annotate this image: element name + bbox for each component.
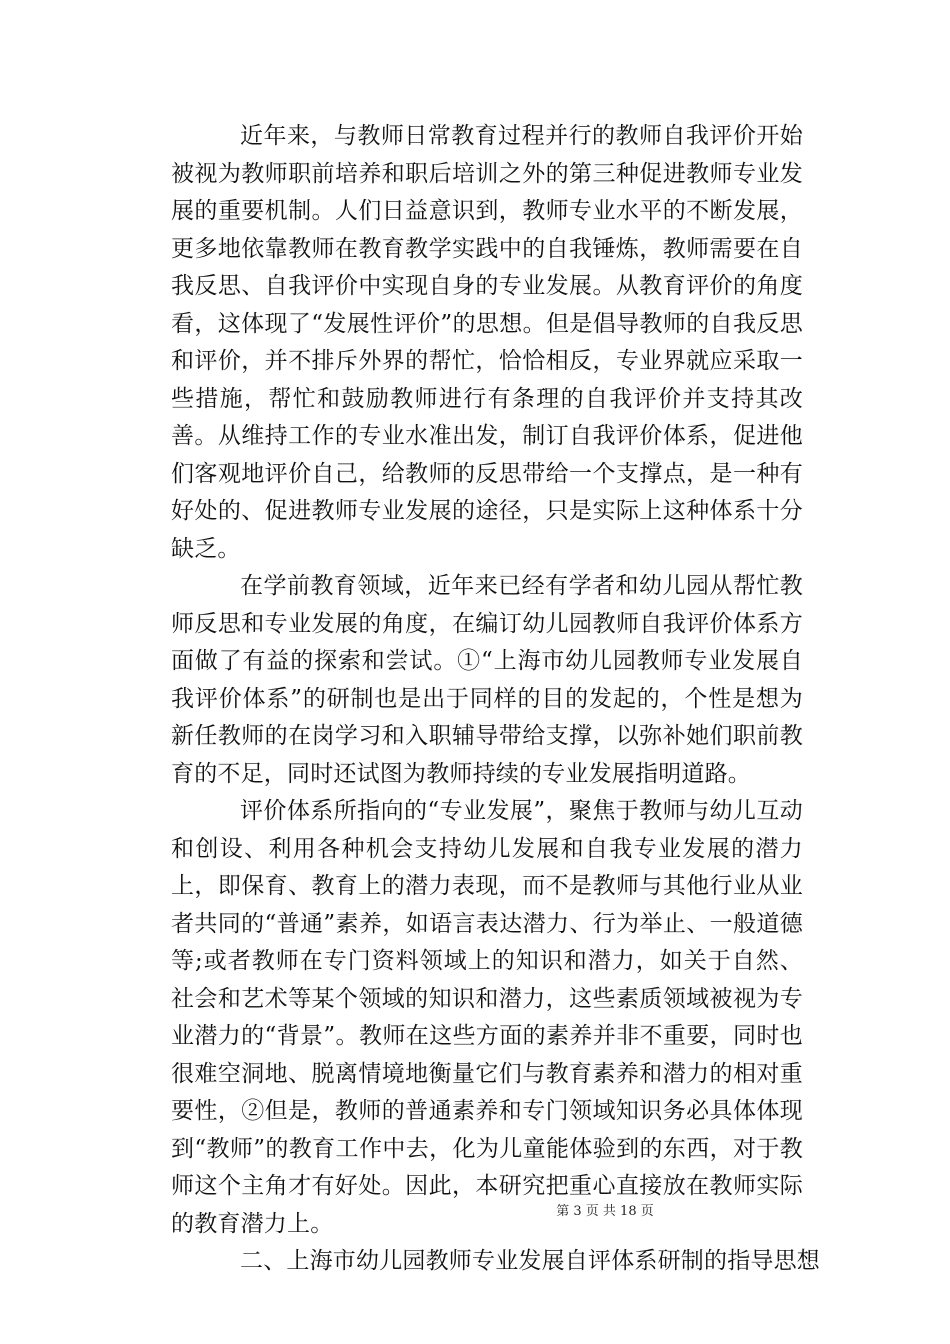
paragraph-3: 评价体系所指向的“专业发展”，聚焦于教师与幼儿互动和创设、利用各种机会支持幼儿发展和自我专业发展的潜力上，即保育、教育上的潜力表现，而不是教师与其他行业从业者共同的“普通”素养，如语言表达潜力、行为举止、一般道德等;或者教师在专门资料领域上的知识和潜力，如关于自然、社会和艺术等某个领域的知识和潜力，这些素质领域被视为专业潜力的“背景”。教师在这些方面的素养并非不重要，同时也很难空洞地、脱离情境地衡量它们与教育素养和潜力的相对重要性，②但是，教师的普通素养和专门领域知识务必具体体现到“教师”的教育工作中去，化为儿童能体验到的东西，对于教师这个主角才有好处。因此，本研究把重心直接放在教师实际的教育潜力上。	[171, 798, 803, 1237]
paragraph-2: 在学前教育领域，近年来已经有学者和幼儿园从帮忙教师反思和专业发展的角度，在编订幼儿园教师自我评价体系方面做了有益的探索和尝试。①“上海市幼儿园教师专业发展自我评价体系”的研制也是出于同样的目的发起的，个性是想为新任教师的在岗学习和入职辅导带给支撑，以弥补她们职前教育的不足，同时还试图为教师持续的专业发展指明道路。	[171, 573, 803, 787]
page-footer: 第 3 页 共 18 页	[556, 1204, 654, 1219]
paragraph-1: 近年来，与教师日常教育过程并行的教师自我评价开始被视为教师职前培养和职后培训之外的第三种促进教师专业发展的重要机制。人们日益意识到，教师专业水平的不断发展，更多地依靠教师在教育教学实践中的自我锤炼，教师需要在自我反思、自我评价中实现自身的专业发展。从教育评价的角度看，这体现了“发展性评价”的思想。但是倡导教师的自我反思和评价，并不排斥外界的帮忙，恰恰相反，专业界就应采取一些措施，帮忙和鼓励教师进行有条理的自我评价并支持其改善。从维持工作的专业水准出发，制订自我评价体系，促进他们客观地评价自己，给教师的反思带给一个支撑点，是一种有好处的、促进教师专业发展的途径，只是实际上这种体系十分缺乏。	[171, 123, 803, 562]
section-heading: 二、上海市幼儿园教师专业发展自评体系研制的指导思想	[240, 1248, 820, 1274]
document-body	[171, 118, 820, 1281]
